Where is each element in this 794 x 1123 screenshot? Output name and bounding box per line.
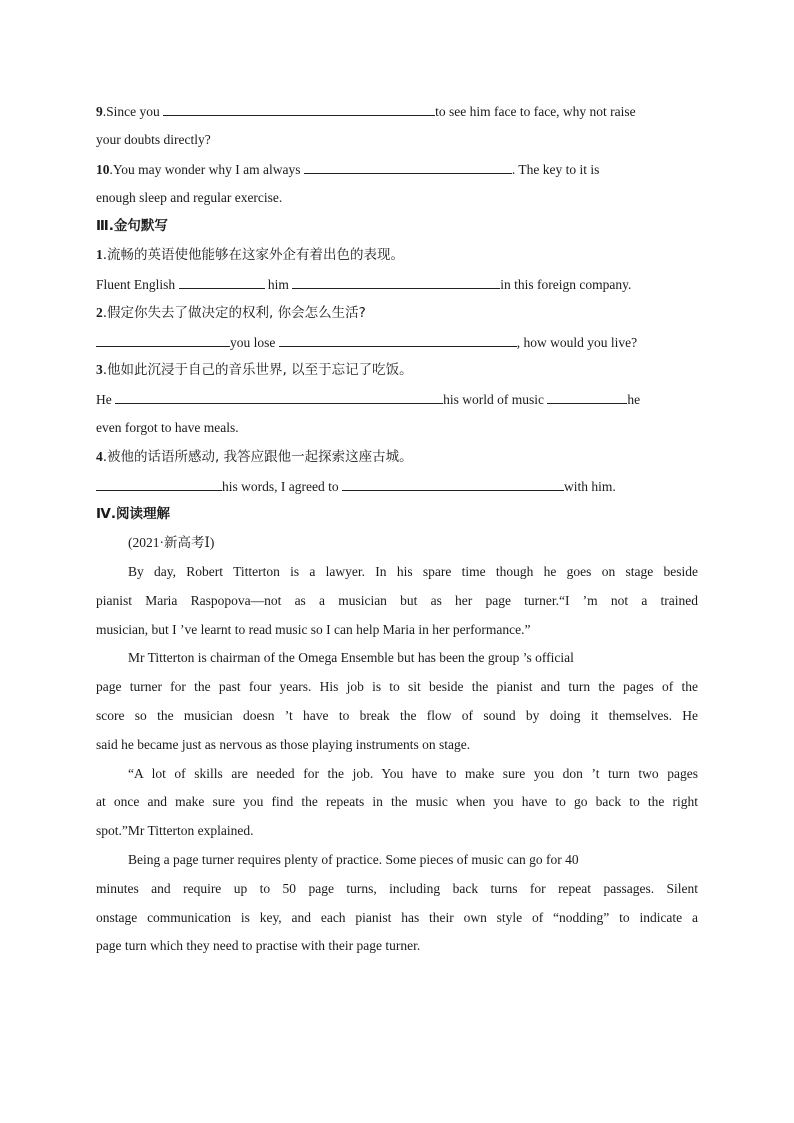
- sentence-2-prompt: [96, 303, 698, 323]
- answer-blank[interactable]: [96, 476, 222, 491]
- sentence-4-prompt: [96, 447, 698, 467]
- passage-line: pianist Maria Raspopova—not as a musician but as her page turner.“I ’m not a trained: [96, 593, 698, 608]
- question-text: . The key to it is: [511, 162, 600, 177]
- answer-blank[interactable]: [279, 332, 517, 347]
- passage-line: at once and make sure you find the repeats in the music when you have to go back to the right: [96, 794, 698, 809]
- passage-line: page turner for the past four years. His job is to sit beside the pianist and turn the pages of the: [96, 679, 698, 694]
- answer-blank[interactable]: [292, 274, 500, 289]
- question-text: to see him face to face, why not raise: [435, 104, 636, 119]
- answer-text: his words, I agreed to: [222, 479, 342, 494]
- answer-text: with him.: [563, 479, 616, 494]
- answer-blank[interactable]: [547, 389, 627, 404]
- answer-blank[interactable]: [179, 274, 265, 289]
- passage-line: spot.”Mr Titterton explained.: [96, 823, 254, 838]
- answer-blank[interactable]: [163, 101, 435, 116]
- passage-line: Being a page turner requires plenty of practice. Some pieces of music can go for 40: [128, 852, 579, 867]
- passage-line: onstage communication is key, and each pianist has their own style of “nodding” to indicate a: [96, 910, 698, 925]
- item-number: 3: [96, 362, 103, 377]
- passage-line: score so the musician doesn ’t have to break the flow of sound by doing it themselves. He: [96, 708, 698, 723]
- question-text: .You may wonder why I am always: [109, 162, 304, 177]
- sentence-3-answer: [96, 389, 698, 409]
- question-number: 10: [96, 162, 110, 177]
- passage-line: minutes and require up to 50 page turns, including back turns for repeat passages. Silent: [96, 881, 698, 896]
- answer-text: him: [267, 277, 293, 292]
- section-3-heading: Ⅲ.金句默写: [96, 218, 168, 234]
- answer-blank[interactable]: [96, 332, 230, 347]
- question-10-line-1: [96, 159, 698, 179]
- chinese-prompt: .流畅的英语使他能够在这家外企有着出色的表现。: [102, 247, 405, 263]
- answer-text: He: [96, 392, 116, 407]
- sentence-4-answer: [96, 476, 698, 496]
- answer-blank[interactable]: [304, 159, 512, 174]
- answer-text: , how would you live?: [516, 335, 638, 350]
- section-4-heading: Ⅳ.阅读理解: [96, 506, 170, 522]
- answer-text: you lose: [230, 335, 279, 350]
- passage-line: By day, Robert Titterton is a lawyer. In his spare time though he goes on stage beside: [128, 564, 698, 579]
- sentence-1-answer: [96, 274, 698, 294]
- sentence-2-answer: [96, 332, 698, 352]
- answer-blank[interactable]: [342, 476, 564, 491]
- item-number: 1: [96, 247, 103, 262]
- item-number: 2: [96, 305, 103, 320]
- answer-blank[interactable]: [115, 389, 443, 404]
- question-number: 9: [96, 104, 103, 119]
- question-text: .Since you: [102, 104, 164, 119]
- passage-line: “A lot of skills are needed for the job. You have to make sure you don ’t turn two pages: [128, 766, 698, 781]
- source-label: (2021·新高考Ⅰ): [128, 535, 215, 550]
- answer-text: his world of music: [443, 392, 548, 407]
- passage-line: Mr Titterton is chairman of the Omega Ensemble but has been the group ’s official: [128, 650, 574, 665]
- chinese-prompt: .他如此沉浸于自己的音乐世界, 以至于忘记了吃饭。: [102, 362, 413, 378]
- answer-text: Fluent English: [96, 277, 179, 292]
- answer-text: he: [627, 392, 641, 407]
- item-number: 4: [96, 449, 103, 464]
- sentence-1-prompt: [96, 245, 698, 265]
- chinese-prompt: .被他的话语所感动, 我答应跟他一起探索这座古城。: [102, 449, 413, 465]
- question-9-line-1: [96, 101, 698, 121]
- passage-line: page turn which they need to practise with their page turner.: [96, 938, 421, 953]
- passage-line: said he became just as nervous as those playing instruments on stage.: [96, 737, 471, 752]
- sentence-3-answer-line-2: even forgot to have meals.: [96, 420, 239, 435]
- answer-text: in this foreign company.: [500, 277, 632, 292]
- sentence-3-prompt: [96, 360, 698, 380]
- question-10-line-2: enough sleep and regular exercise.: [96, 190, 283, 205]
- passage-line: musician, but I ’ve learnt to read music so I can help Maria in her performance.”: [96, 622, 531, 637]
- question-9-line-2: your doubts directly?: [96, 132, 211, 147]
- chinese-prompt: .假定你失去了做决定的权利, 你会怎么生活?: [102, 305, 366, 321]
